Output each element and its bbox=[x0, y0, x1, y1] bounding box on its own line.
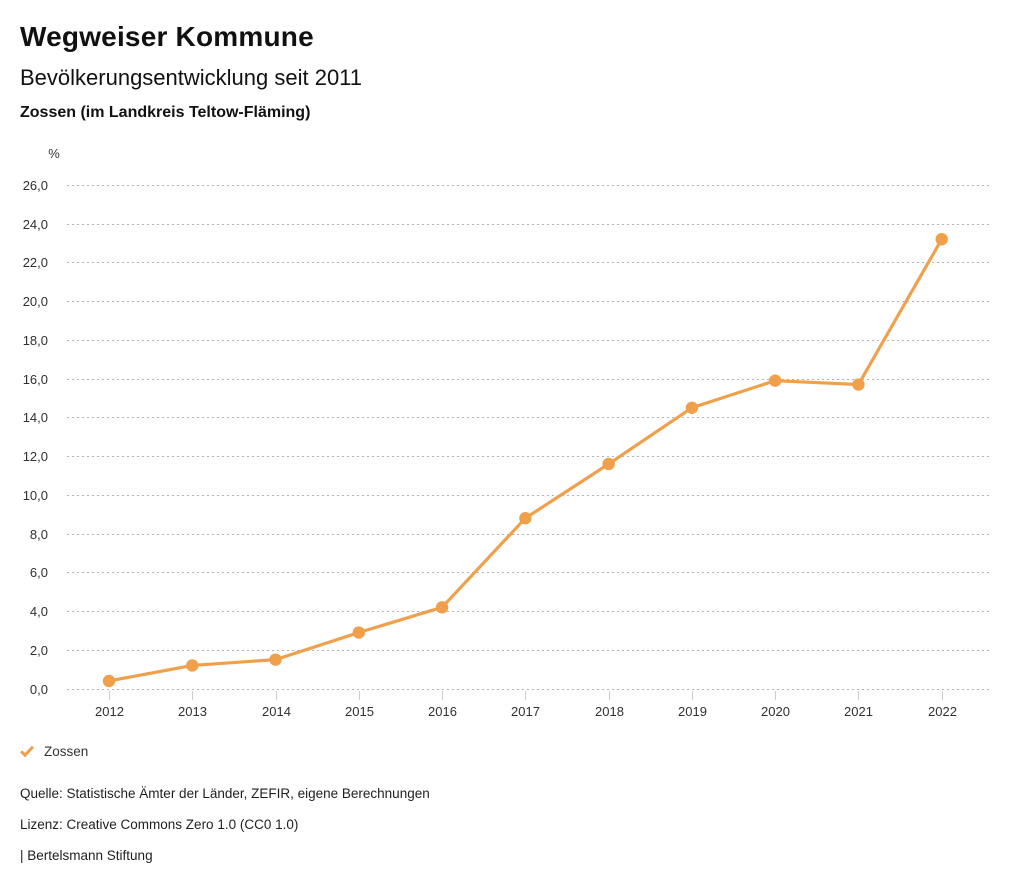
y-axis-tick-label: 2,0 bbox=[29, 642, 48, 658]
y-axis-tick-label: 12,0 bbox=[22, 448, 48, 464]
data-point-2020[interactable] bbox=[769, 374, 781, 386]
data-point-2016[interactable] bbox=[436, 601, 448, 613]
legend-label: Zossen bbox=[44, 744, 89, 759]
y-axis-tick-label: 14,0 bbox=[22, 409, 48, 425]
y-axis-tick-label: 26,0 bbox=[22, 177, 48, 193]
data-point-2013[interactable] bbox=[186, 659, 198, 671]
data-point-2018[interactable] bbox=[602, 458, 614, 470]
y-axis-tick-label: 4,0 bbox=[29, 603, 48, 619]
data-point-2015[interactable] bbox=[353, 626, 365, 638]
series-group bbox=[103, 233, 948, 687]
data-point-2021[interactable] bbox=[852, 378, 864, 390]
data-point-2012[interactable] bbox=[103, 675, 115, 687]
y-axis-unit-label: % bbox=[48, 146, 60, 161]
y-axis-tick-label: 10,0 bbox=[22, 487, 48, 503]
chart-title: Bevölkerungsentwicklung seit 2011 bbox=[20, 65, 363, 90]
x-axis-tick-label: 2022 bbox=[928, 704, 957, 719]
data-point-2019[interactable] bbox=[686, 402, 698, 414]
x-axis-tick-label: 2014 bbox=[262, 704, 291, 719]
x-axis-ticks-group bbox=[110, 691, 943, 700]
attribution-text: | Bertelsmann Stiftung bbox=[20, 848, 153, 863]
y-axis-tick-label: 16,0 bbox=[22, 371, 48, 387]
x-axis-tick-label: 2016 bbox=[428, 704, 457, 719]
x-axis-tick-label: 2015 bbox=[345, 704, 374, 719]
x-axis-tick-label: 2013 bbox=[178, 704, 207, 719]
y-axis-tick-label: 8,0 bbox=[29, 526, 48, 542]
app-title: Wegweiser Kommune bbox=[20, 21, 314, 52]
license-text: Lizenz: Creative Commons Zero 1.0 (CC0 1.0) bbox=[20, 817, 299, 832]
y-axis-tick-label: 24,0 bbox=[22, 216, 48, 232]
x-axis-tick-label: 2020 bbox=[761, 704, 790, 719]
y-axis-tick-label: 22,0 bbox=[22, 254, 48, 270]
x-axis-tick-label: 2012 bbox=[95, 704, 124, 719]
source-text: Quelle: Statistische Ämter der Länder, ZEFIR, eigene Berechnungen bbox=[20, 786, 430, 801]
data-point-2017[interactable] bbox=[519, 512, 531, 524]
x-axis-tick-label: 2018 bbox=[595, 704, 624, 719]
y-axis-tick-label: 0,0 bbox=[29, 681, 48, 697]
data-point-2022[interactable] bbox=[936, 233, 948, 245]
chart-region-subtitle: Zossen (im Landkreis Teltow-Fläming) bbox=[20, 104, 311, 121]
series-line-zossen bbox=[109, 239, 942, 681]
x-axis-tick-label: 2019 bbox=[678, 704, 707, 719]
y-axis-tick-label: 20,0 bbox=[22, 293, 48, 309]
data-point-2014[interactable] bbox=[269, 653, 281, 665]
x-axis-tick-label: 2017 bbox=[511, 704, 540, 719]
gridlines-group bbox=[67, 186, 992, 690]
x-axis-tick-label: 2021 bbox=[844, 704, 873, 719]
legend-item-zossen[interactable] bbox=[22, 744, 88, 759]
y-axis-tick-label: 18,0 bbox=[22, 332, 48, 348]
check-icon bbox=[20, 743, 34, 757]
y-axis-tick-label: 6,0 bbox=[29, 564, 48, 580]
